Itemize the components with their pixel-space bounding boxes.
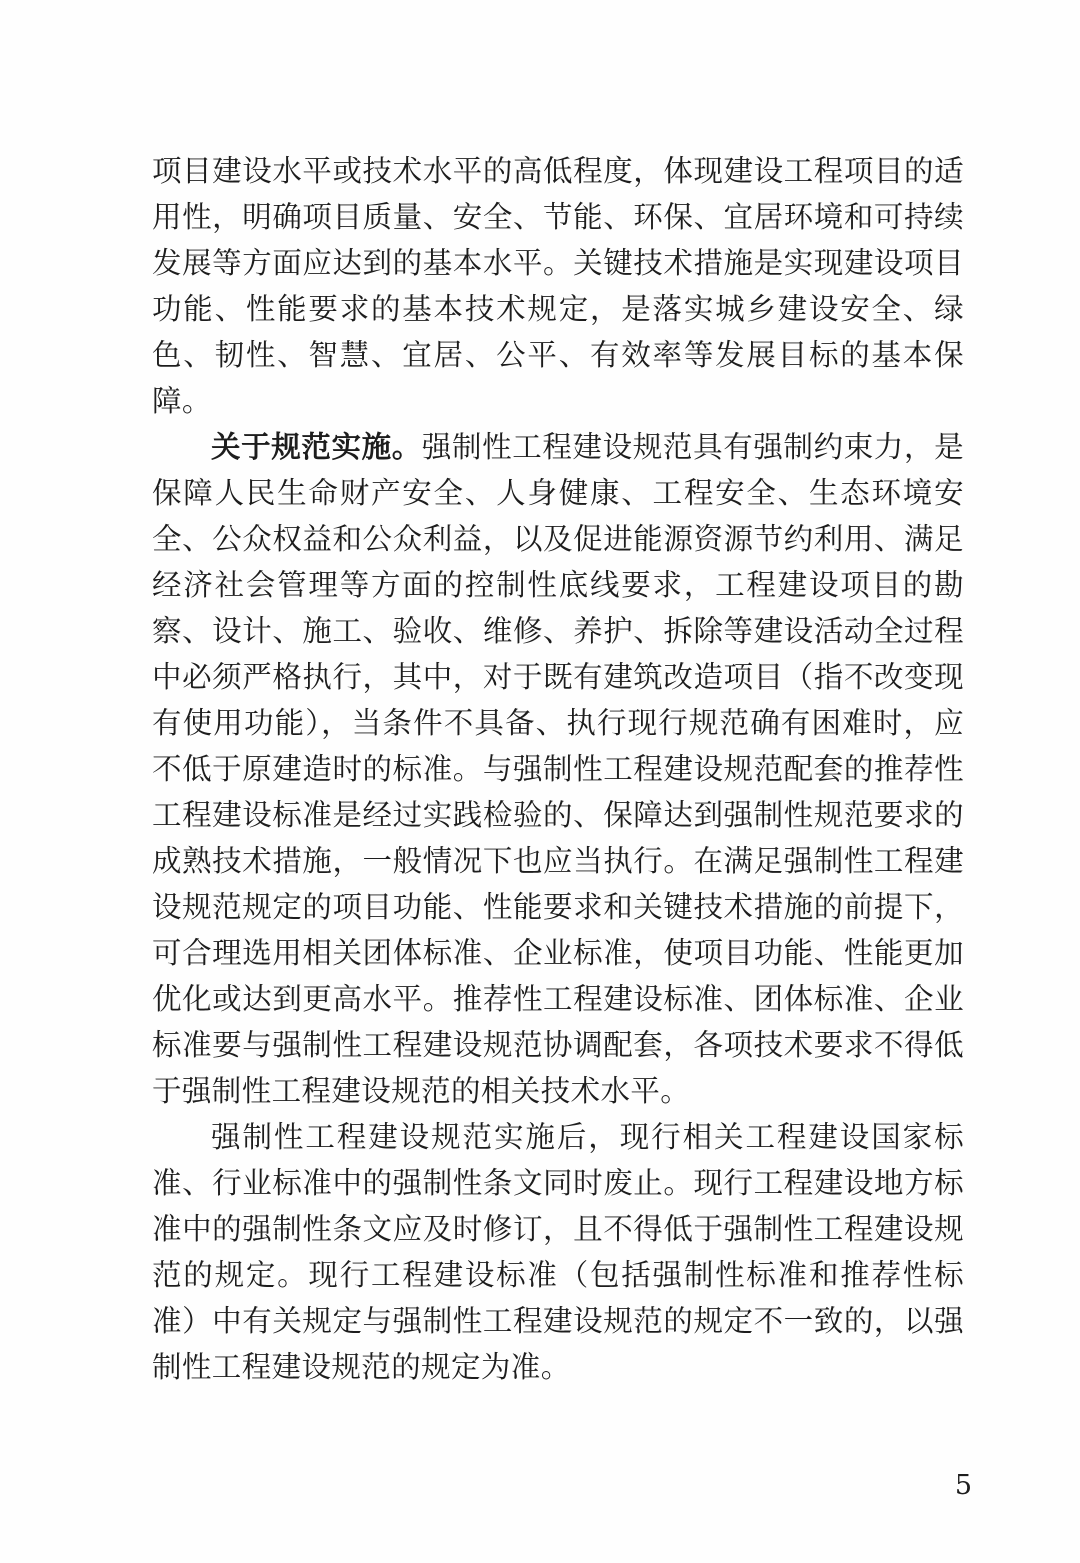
page-content <box>152 148 964 1390</box>
paragraph-2-lead: 关于规范实施。 <box>211 429 422 464</box>
paragraph-2 <box>152 424 964 1114</box>
paragraph-3-text: 强制性工程建设规范实施后，现行相关工程建设国家标准、行业标准中的强制性条文同时废止。现行工程建设地方标准中的强制性条文应及时修订，且不得低于强制性工程建设规范的规定。现行工程建设标准（包括强制性标准和推荐性标准）中有关规定与强制性工程建设规范的规定不一致的，以强制性工程建设规范的规定为准。 <box>152 1120 964 1384</box>
paragraph-1 <box>152 148 964 424</box>
paragraph-2-text: 强制性工程建设规范具有强制约束力，是保障人民生命财产安全、人身健康、工程安全、生态环境安全、公众权益和公众利益，以及促进能源资源节约利用、满足经济社会管理等方面的控制性底线要求，工程建设项目的勘察、设计、施工、验收、维修、养护、拆除等建设活动全过程中必须严格执行，其中，对于既有建筑改造项目（指不改变现有使用功能），当条件不具备、执行现行规范确有困难时，应不低于原建造时的标准。与强制性工程建设规范配套的推荐性工程建设标准是经过实践检验的、保障达到强制性规范要求的成熟技术措施，一般情况下也应当执行。在满足强制性工程建设规范规定的项目功能、性能要求和关键技术措施的前提下，可合理选用相关团体标准、企业标准，使项目功能、性能更加优化或达到更高水平。推荐性工程建设标准、团体标准、企业标准要与强制性工程建设规范协调配套，各项技术要求不得低于强制性工程建设规范的相关技术水平。 <box>152 430 964 1108</box>
paragraph-3 <box>152 1114 964 1390</box>
page-number: 5 <box>954 1470 972 1501</box>
paragraph-1-text: 项目建设水平或技术水平的高低程度，体现建设工程项目的适用性，明确项目质量、安全、节能、环保、宜居环境和可持续发展等方面应达到的基本水平。关键技术措施是实现建设项目功能、性能要求的基本技术规定，是落实城乡建设安全、绿色、韧性、智慧、宜居、公平、有效率等发展目标的基本保障。 <box>152 154 964 418</box>
